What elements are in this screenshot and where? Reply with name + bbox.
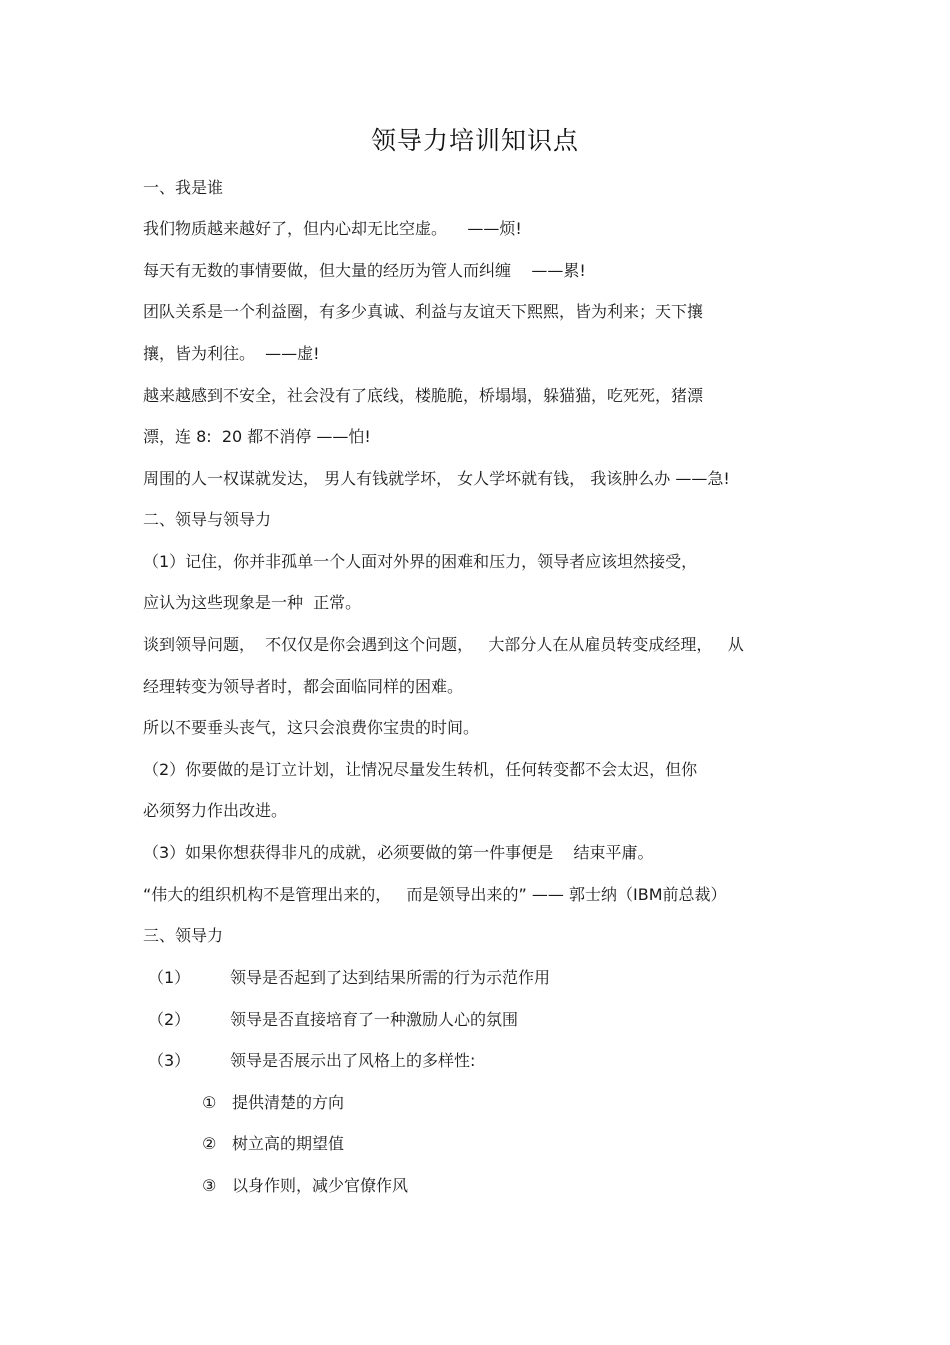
- sub-item-text: 提供清楚的方向: [232, 1093, 345, 1112]
- sub-item-text: 树立高的期望值: [232, 1134, 345, 1153]
- paragraph-line: 谈到领导问题， 不仅仅是你会遇到这个问题， 大部分人在从雇员转变成经理， 从: [143, 635, 744, 654]
- list-item-number: （2）: [148, 1010, 191, 1029]
- paragraph-line: 漂，连 8: 20 都不消停 ——怕!: [143, 427, 371, 446]
- paragraph-line: 越来越感到不安全，社会没有了底线，楼脆脆，桥塌塌，躲猫猫，吃死死，猪漂: [143, 386, 704, 405]
- list-item-text: 领导是否起到了达到结果所需的行为示范作用: [230, 968, 551, 987]
- paragraph-line: 所以不要垂头丧气，这只会浪费你宝贵的时间。: [143, 718, 480, 737]
- sub-item-text: 以身作则，减少官僚作风: [232, 1176, 409, 1195]
- paragraph-line: 团队关系是一个利益圈，有多少真诚、利益与友谊天下熙熙，皆为利来；天下攘: [143, 302, 704, 321]
- paragraph-line: 必须努力作出改进。: [143, 801, 288, 820]
- paragraph-line: 攘，皆为利往。 ——虚!: [143, 344, 320, 363]
- section-heading-2: 二、领导与领导力: [143, 510, 272, 529]
- section-heading-1: 一、我是谁: [143, 178, 224, 197]
- sub-item-number: ①: [202, 1093, 217, 1112]
- paragraph-line: 我们物质越来越好了，但内心却无比空虚。 ——烦!: [143, 219, 522, 238]
- paragraph-line: 每天有无数的事情要做，但大量的经历为管人而纠缠 ——累!: [143, 261, 586, 280]
- list-item-number: （3）: [148, 1051, 191, 1070]
- list-item-number: （1）: [148, 968, 191, 987]
- paragraph-line: （2）你要做的是订立计划，让情况尽量发生转机，任何转变都不会太迟，但你: [143, 760, 698, 779]
- paragraph-line: （1）记住，你并非孤单一个人面对外界的困难和压力，领导者应该坦然接受，: [143, 552, 698, 571]
- sub-item-number: ③: [202, 1176, 217, 1195]
- paragraph-line: 应认为这些现象是一种 正常。: [143, 593, 362, 612]
- list-item-text: 领导是否展示出了风格上的多样性:: [230, 1051, 476, 1070]
- paragraph-line: 周围的人一权谋就发达， 男人有钱就学坏， 女人学坏就有钱， 我该肿么办 ——急!: [143, 469, 730, 488]
- paragraph-line: 经理转变为领导者时，都会面临同样的困难。: [143, 677, 464, 696]
- quote-line: “伟大的组织机构不是管理出来的， 而是领导出来的” —— 郭士纳（IBM前总裁）: [143, 885, 727, 904]
- section-heading-3: 三、领导力: [143, 926, 224, 945]
- list-item-text: 领导是否直接培育了一种激励人心的氛围: [230, 1010, 519, 1029]
- paragraph-line: （3）如果你想获得非凡的成就，必须要做的第一件事便是 结束平庸。: [143, 843, 654, 862]
- document-title: 领导力培训知识点: [370, 126, 579, 155]
- sub-item-number: ②: [202, 1134, 217, 1153]
